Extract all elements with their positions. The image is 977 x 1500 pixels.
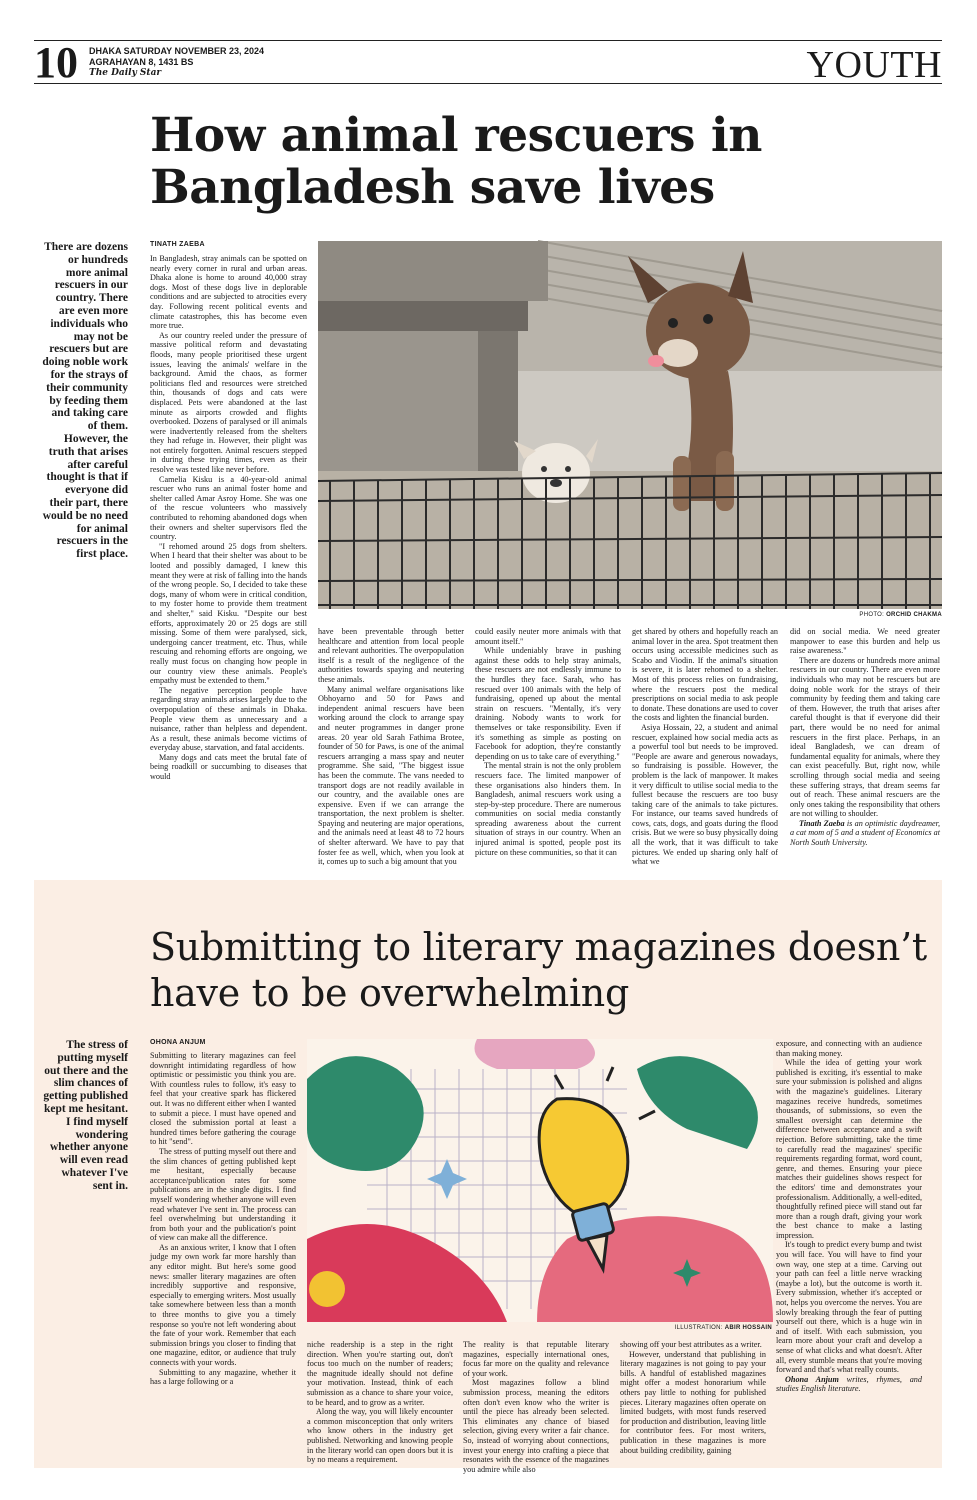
author-name: Ohona Anjum (785, 1374, 839, 1384)
paragraph: have been preventable through better healthcare and attention from local people and relevant authorities. The overpopulation itself is a result of the negligence of the authorities towards spaying and neutering these animals. (318, 627, 464, 684)
article1-column-5 (790, 627, 940, 864)
article2-headline: Submitting to literary magazines doesn’t have to be overwhelming (150, 925, 927, 1015)
dateline (89, 46, 264, 79)
article2-column-2 (307, 1340, 453, 1465)
paragraph: It's tough to predict every bump and twist you will face. You will have to find your own way, one step at a time. Carving out your path can feel a little nerve wracking (maybe a lot), but the outcome is worth it. Every submission, whether it's accepted or not, helps you overcome the nerves. You are slowly breaking through the fear of putting yourself out there, which is a huge win in and of itself. With each submission, you learn more about your craft and develop a sense of what clicks and what doesn't. After all, every stumble means that you're moving forward and that's what really counts. (776, 1240, 922, 1375)
date-line-gregorian: DHAKA SATURDAY NOVEMBER 23, 2024 (89, 46, 265, 56)
lightbulb-illustration (307, 1039, 773, 1322)
date-line-bangla: AGRAHAYAN 8, 1431 BS (89, 57, 194, 67)
paragraph: There are dozens or hundreds more animal rescuers in our country. There are even more individuals who may not be rescuers but are doing noble work for the strays of their community by feeding them and taking care of them. However, the truth that arises after careful thought is that if everyone did their part, there would be no need for animal rescuers in the first place. Perhaps, in an ideal Bangladesh, we can dream of fundamental equality for animals, where they can exist peacefully. But, right now, while scrolling through social media and seeing these suffering strays, that dream seems far out of reach. These animal rescuers are the only ones taking the responsibility that others are not willing to shoulder. (790, 655, 940, 819)
author-name: Tinath Zaeba (799, 818, 845, 828)
dogs-photo (318, 241, 942, 609)
author-bio (776, 1375, 922, 1394)
section-title: YOUTH (806, 44, 942, 86)
author-bio-text: is an optimistic daydreamer, a cat mom of 5 and a student of Economics at North South University. (790, 818, 940, 848)
author-bio-text: writes, rhymes, and studies English literature. (776, 1374, 922, 1394)
article1-column-2 (318, 627, 464, 867)
article2-column-1 (150, 1051, 296, 1456)
article2-column-4 (620, 1340, 766, 1456)
paragraph: While the idea of getting your work published is exciting, it's essential to make sure your submission is polished and aligns with the magazine's guidelines. Literary magazines receive hundreds, sometimes thousands, of submissions, so even the smallest oversight can determine the difference between acceptance and a swift rejection. Before submitting, take the time to carefully read the magazines' specific requirements regarding format, word count, genre, and themes. Ensuring your piece matches their guidelines shows respect for the editors' time and demonstrates your professionalism. Additionally, a well-edited, thoughtfully refined piece will stand out far more than a rough draft, giving your work the best chance to make a lasting impression. (776, 1058, 922, 1240)
photo-credit: PHOTO: ORCHID CHAKMA (859, 612, 942, 618)
article1-pull-quote: There are dozens or hundreds more animal rescuers in our country. There are even more individuals who may not be rescuers but are doing noble work for the strays of their community by feeding them and taking care of them. However, the truth that arises after careful thought is that if everyone did their part, there would be no need for animal rescuers in the first place. (42, 241, 128, 561)
paragraph: showing off your best attributes as a writer. (620, 1340, 762, 1349)
paragraph: However, understand that publishing in literary magazines is not going to pay your bills. A handful of established magazines might offer a modest honorarium while others pay little to nothing for published pieces. Literary magazines often operate on limited budgets, with most funds reserved for production and distribution, leaving little for contributor fees. For most writers, publication in these magazines is more about building credibility, gaining (620, 1349, 766, 1455)
paragraph: The reality is that reputable literary magazines, especially international ones, focus far more on the quality and relevance of your work. (463, 1340, 609, 1378)
paragraph: did on social media. We need greater manpower to ease this burden and help us raise awareness." (790, 627, 940, 656)
masthead (34, 38, 942, 87)
article2-pull-quote: The stress of putting myself out there and the slim chances of getting published kept me hesitant. I find myself wondering whether anyone will even read whatever I've sent in. (43, 1039, 128, 1192)
paragraph: As an anxious writer, I know that I often judge my own work far more harshly than any editor might. But here's some good news: smaller literary magazines are often incredibly supportive and responsive, especially to emerging writers. Most usually take somewhere between less than a month to three months to give you a timely response so you're not left wondering about the fate of your work. Remember that each submission brings you closer to finding that one magazine, editor, or audience that truly connects with your words. (150, 1242, 296, 1367)
article2-column-3 (463, 1340, 609, 1474)
paragraph: get shared by others and hopefully reach an animal lover in the area. Spot treatment then occurs using accessible medicines such as Scabo and Viodin. If the animal's situation is severe, it is later rehomed to a shelter. Most of this process relies on fundraising, where the rescuers post the medical prescriptions on social media to ask people to donate. These donations are used to cover the costs and lighten the financial burden. (632, 627, 778, 723)
paragraph: The negative perception people have regarding stray animals arises largely due to the overpopulation of these animals in Dhaka. People view them as unnecessary and a nuisance, rather than helpless and dependent. As a result, these animals become victims of everyday abuse, starvation, and fatal accidents. (150, 685, 307, 753)
article2-byline: OHONA ANJUM (150, 1039, 206, 1046)
paragraph: Camelia Kisku is a 40-year-old animal rescuer who runs an animal foster home and shelter called Amar Asroy Home. She was one of the rescue volunteers who massively contributed to rehoming abandoned dogs when their owners and shelter supervisors fled the country. (150, 474, 307, 542)
page-number: 10 (34, 38, 78, 87)
paragraph: Asiya Hossain, 22, a student and animal rescuer, explained how social media acts as a powerful tool but needs to be improved. "People are aware and generous nowadays, so fundraising is possible. However, the problem is the lack of manpower. It makes it very difficult to utilise social media to the fullest because the rescuers are too busy taking care of the animals to take pictures. For instance, our teams saved hundreds of cows, cats, dogs, and goats during the flood crisis. But we were so busy physically doing all the work, that it was difficult to take pictures. We ended up sharing only half of what we (632, 722, 778, 867)
paragraph: Most magazines follow a blind submission process, meaning the editors often don't even know who the writer is until the piece has already been selected. This eliminates any chance of biased selection, giving every writer a fair chance. So, instead of worrying about connections, invest your energy into crafting a piece that resonates with the essence of the magazines you admire while also (463, 1378, 609, 1474)
article1-column-4 (632, 627, 778, 867)
article1-column-3 (475, 627, 621, 864)
paragraph: The mental strain is not the only problem rescuers face. The limited manpower of these organisations also hinders them. In Bangladesh, animal rescuers work using a step-by-step procedure. There are numerous communities on social media constantly spreading awareness about the current situation of strays in our country. When an injured animal is spotted, people post its picture on these communities, so that it can (475, 761, 621, 857)
article1-column-1 (150, 254, 307, 864)
paragraph: "I rehomed around 25 dogs from shelters. When I heard that their shelter was about to be looted and possibly damaged, I knew this meant they were at risk of falling into the hands of the wrong people. So, I decided to take these dogs, many of whom were in critical condition, to my foster home to provide them treatment and shelter," said Kisku. "Despite our best efforts, approximately 20 or 25 dogs are still missing. Some of them were paralysed, sick, undergoing cancer treatment, etc. Thus, while rescuing and rehoming efforts are ongoing, we really must focus on changing how people in our country view these animals. People's empathy must be extended to them." (150, 541, 307, 686)
author-bio (790, 819, 940, 848)
paragraph: Submitting to literary magazines can feel downright intimidating regardless of how optimistic or pessimistic you think you are. With countless rules to follow, it's easy to feel that your creative spark has flickered out. It was no different either when I wanted to submit a piece. I must have opened and closed the submission portal at least a hundred times before gathering the courage to hit "send". (150, 1051, 296, 1147)
illustration-credit: ILLUSTRATION: ABIR HOSSAIN (674, 1325, 772, 1331)
paragraph: Submitting to any magazine, whether it has a large following or a (150, 1367, 296, 1387)
paragraph: Many dogs and cats meet the brutal fate of being roadkill or succumbing to diseases that would (150, 752, 307, 782)
paragraph: niche readership is a step in the right direction. When you're starting out, don't focus too much on the number of readers; the magnitude ideally should not define your motivation. Instead, think of each submission as a chance to share your voice, to be heard, and to grow as a writer. (307, 1340, 453, 1407)
paper-logo: The Daily Star (89, 68, 162, 78)
article1-byline: TINATH ZAEBA (150, 241, 205, 248)
paragraph: could easily neuter more animals with that amount itself." (475, 627, 621, 646)
article2-column-5 (776, 1039, 922, 1456)
paragraph: exposure, and connecting with an audience than making money. (776, 1039, 922, 1058)
paragraph: Many animal welfare organisations like Obhoyarno and 50 for Paws and independent animal rescuers have been working around the clock to arrange spay and neuter programmes in danger prone areas. 20 year old Sarah Fathima Brotee, founder of 50 for Paws, is one of the animal rescuers arranging a mass spay and neuter programme. She said, "The biggest issue has been the commute. The vans needed to transport dogs are not readily available in our country, and the available ones are expensive. Even if we can arrange the transportation, the next problem is shelter. Spaying and neutering are major operations, and the animals need at least 48 to 72 hours of shelter afterward. We have to pay that foster fee as well, which, when you look at it, comes up to such a big amount that you (318, 684, 464, 867)
paragraph: As our country reeled under the pressure of massive political reform and devastating floods, many people prioritised these urgent issues, leaving the animals' welfare in the background. Amid the chaos, as former politicians fled and resources were stretched thin, thousands of dogs and cats were displaced. Pets were abandoned at the last minute as airports crowded and flights overbooked. Dozens of paralysed or ill animals were inadvertently released from the shelters they had refuge in. However, their plight was not entirely forgotten. Animal rescuers stepped in during these trying times, even as their resolve was tested like never before. (150, 330, 307, 475)
paragraph: Along the way, you will likely encounter a common misconception that only writers who know others in the industry get published. Networking and knowing people in the literary world can open doors but it is by no means a requirement. (307, 1407, 453, 1465)
article1-headline: How animal rescuers in Bangladesh save lives (150, 108, 762, 215)
paragraph: The stress of putting myself out there and the slim chances of getting published kept me hesitant, especially because acceptance/publication rates for some publications are in the single digits. I find myself wondering whether anyone will even read whatever I've sent in. The process can feel overwhelming but understanding it from both your and the publication's point of view can make all the difference. (150, 1146, 296, 1243)
paragraph: While undeniably brave in pushing against these odds to help stray animals, these rescuers are not endlessly immune to the hurdles they face. Sarah, who has rescued over 100 animals with the help of fundraising, opened up about the mental strain on rescuers. "Mentally, it's very draining. Nobody wants to work for themselves or take responsibility. Even if it's something as simple as posting on Facebook for adoption, they're constantly depending on us to take care of everything." (475, 646, 621, 761)
paragraph: In Bangladesh, stray animals can be spotted on nearly every corner in rural and urban areas. Dhaka alone is home to around 40,000 stray dogs. Most of these dogs live in deplorable conditions and are subjected to atrocities every day. Following recent political events and climate catastrophes, this has become even more true. (150, 254, 307, 331)
